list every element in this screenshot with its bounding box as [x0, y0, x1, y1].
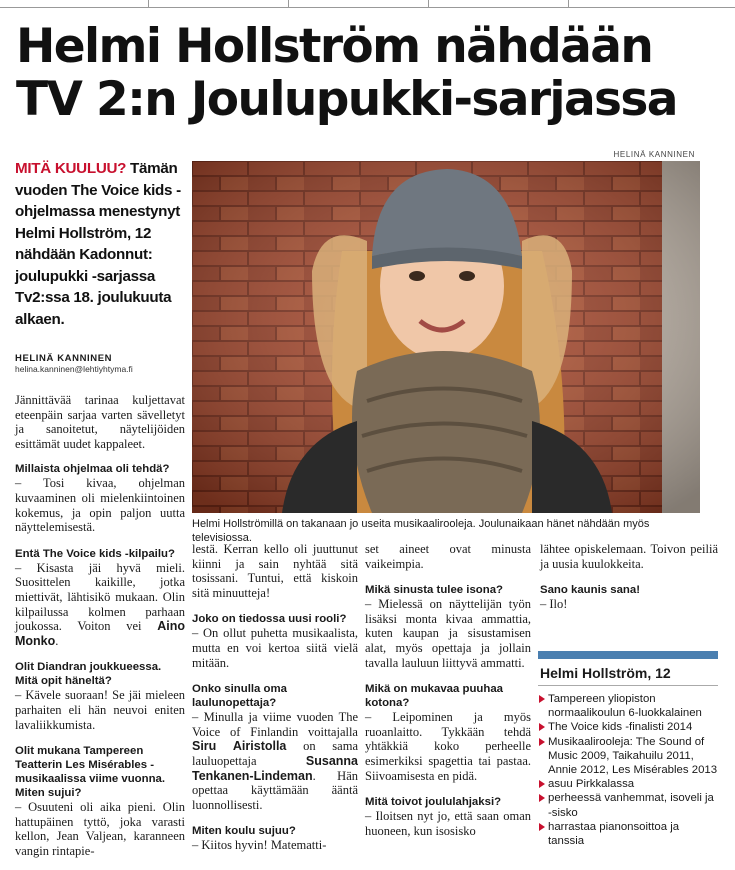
answer: – Kisasta jäi hyvä mieli. Suosittelen kaikille, jotka miettivät, lähtisikö mukaan. Olin kilpailussa kolmen parhaan joukossa. Voiton vei Aino Monko.: [15, 560, 185, 648]
column-3: [365, 542, 531, 850]
photo-caption: Helmi Hollströmillä on takanaan jo useita musikaalirooleja. Joulunaikaan hänet nähdään myös televisiossa.: [192, 518, 650, 544]
column-2: [192, 542, 358, 865]
answer: – Iloitsen nyt jo, että saan oman huoneen, kun isosisko: [365, 809, 531, 838]
top-rule: [0, 0, 735, 8]
winner-name: Aino Monko: [15, 619, 185, 648]
photo-credit: HELINÄ KANNINEN: [613, 150, 695, 159]
fact-box-title: Helmi Hollström, 12: [538, 659, 718, 686]
question: Olit mukana Tampereen Teatterin Les Misérables -musikaalissa viime vuonna. Miten sujui?: [15, 745, 166, 800]
answer: – Tosi kivaa, ohjelman kuvaaminen oli mielenkiintoinen kokemus, ja opin paljon uutta näyttelemisestä.: [15, 476, 185, 535]
answer: – Osuuteni oli aika pieni. Olin hattupäinen tyttö, joka varasti kellon, Jean Valjean, karanneen vangin rintapie-: [15, 800, 185, 858]
question: Entä The Voice kids -kilpailu?: [15, 547, 175, 560]
question: Sano kaunis sana!: [540, 584, 641, 597]
headline: Helmi Hollström nähdään TV 2:n Joulupukki-sarjassa: [16, 19, 677, 127]
byline-email: helina.kanninen@lehtiyhtyma.fi: [15, 364, 133, 374]
fact-list: [538, 692, 718, 848]
answer: – Minulla ja viime vuoden The Voice of Finlandin voittajalla Siru Airistolla on sama lauluopettaja Susanna Tenkanen-Lindeman. Hän opettaa käyttämään ääntä luonnollisesti.: [192, 710, 358, 812]
answer-continued: set aineet ovat minusta vaikeimpia.: [365, 542, 531, 571]
question: Joko on tiedossa uusi rooli?: [192, 613, 347, 626]
fact-item: perheessä vanhemmat, isoveli ja -sisko: [538, 791, 718, 819]
answer: – Ilo!: [540, 597, 568, 612]
fact-item: The Voice kids -finalisti 2014: [538, 720, 718, 734]
answer: – Kiitos hyvin! Matematti-: [192, 838, 327, 853]
answer: – On ollut puhetta musikaalista, mutta en voi kertoa siitä vielä mitään.: [192, 626, 358, 670]
question: Mikä on mukavaa puuhaa kotona?: [365, 683, 503, 710]
fact-box-bar: [538, 651, 718, 659]
question: Millaista ohjelmaa oli tehdä?: [15, 463, 170, 476]
question: Onko sinulla oma laulunopettaja?: [192, 683, 287, 710]
column-4: [540, 542, 718, 624]
fact-box: [538, 651, 718, 861]
answer: – Kävele suoraan! Se jäi mieleen parhaiten eli hän neuvoi eniten lavaliikkumista.: [15, 688, 185, 732]
answer: – Mielessä on näyttelijän työn lisäksi monta kivaa ammattia, kuten kaupan ja sisustamisen alat, myös opettaja ja jollain tavalla lauluun liittyvä ammatti.: [365, 597, 531, 670]
question: Mikä sinusta tulee isona?: [365, 584, 503, 597]
fact-item: Musikaalirooleja: The Sound of Music 2009, Taikahuilu 2011, Annie 2012, Les Misérables 2013: [538, 735, 718, 778]
fact-item: Tampereen yliopiston normaalikoulun 6-luokkalainen: [538, 692, 718, 720]
question: Miten koulu sujuu?: [192, 825, 296, 838]
fact-item: harrastaa pianonsoittoa ja tanssia: [538, 820, 718, 848]
lead-kicker: MITÄ KUULUU?: [15, 160, 127, 177]
lead-text: Tämän vuoden The Voice kids -ohjelmassa menestynyt Helmi Hollström, 12 nähdään Kadonnut: joulupukki -sarjassa Tv2:ssa 18. joulukuuta alkaen.: [15, 160, 181, 328]
byline-name: HELINÄ KANNINEN: [15, 353, 113, 364]
lead-paragraph: [15, 158, 185, 330]
byline: [15, 353, 185, 374]
answer: – Leipominen ja myös ruoanlaitto. Tykkään tehdä yhtäkkiä koko perheelle esimerkiksi spagettia tai pastaa. Siivoamisesta en pidä.: [365, 710, 531, 783]
answer-continued: lestä. Kerran kello oli juuttunut kiinni ja sain nyhtää sitä tosissani. Tuntui, että kiskoin sitä minuutteja!: [192, 542, 358, 600]
answer-continued: lähtee opiskelemaan. Toivon peiliä ja uusia kuulokkeita.: [540, 542, 718, 571]
column-1: [15, 393, 185, 870]
question: Olit Diandran joukkueessa. Mitä opit häneltä?: [15, 661, 162, 688]
fact-item: asuu Pirkkalassa: [538, 777, 718, 791]
intro-paragraph: Jännittävää tarinaa kuljettavat eteenpäin sarjaa varten sävelletyt ja sanoitetut, näytelijöiden esittämät uudet kappaleet.: [15, 393, 185, 451]
question: Mitä toivot joululahjaksi?: [365, 796, 502, 809]
article-photo: [192, 161, 700, 513]
